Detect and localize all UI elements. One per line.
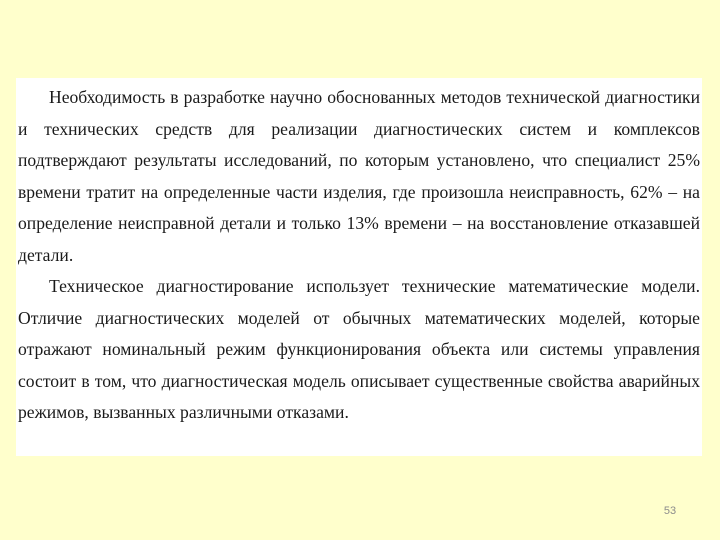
text-box — [16, 78, 702, 456]
page-number: 53 — [663, 505, 677, 517]
paragraph-1: Необходимость в разработке научно обоснованных методов технической диагностики и технических средств для реализации диагностических систем и комплексов подтверждают результаты исследований, по которым установлено, что специалист 25% времени тратит на определенные части изделия, где произошла неисправность, 62% – на определение неисправной детали и только 13% времени – на восстановление отказавшей детали. — [18, 87, 700, 265]
paragraph-2: Техническое диагностирование использует технические математические модели. Отличие диагностических моделей от обычных математических моделей, которые отражают номинальный режим функционирования объекта или системы управления состоит в том, что диагностическая модель описывает существенные свойства аварийных режимов, вызванных различными отказами. — [18, 276, 700, 422]
